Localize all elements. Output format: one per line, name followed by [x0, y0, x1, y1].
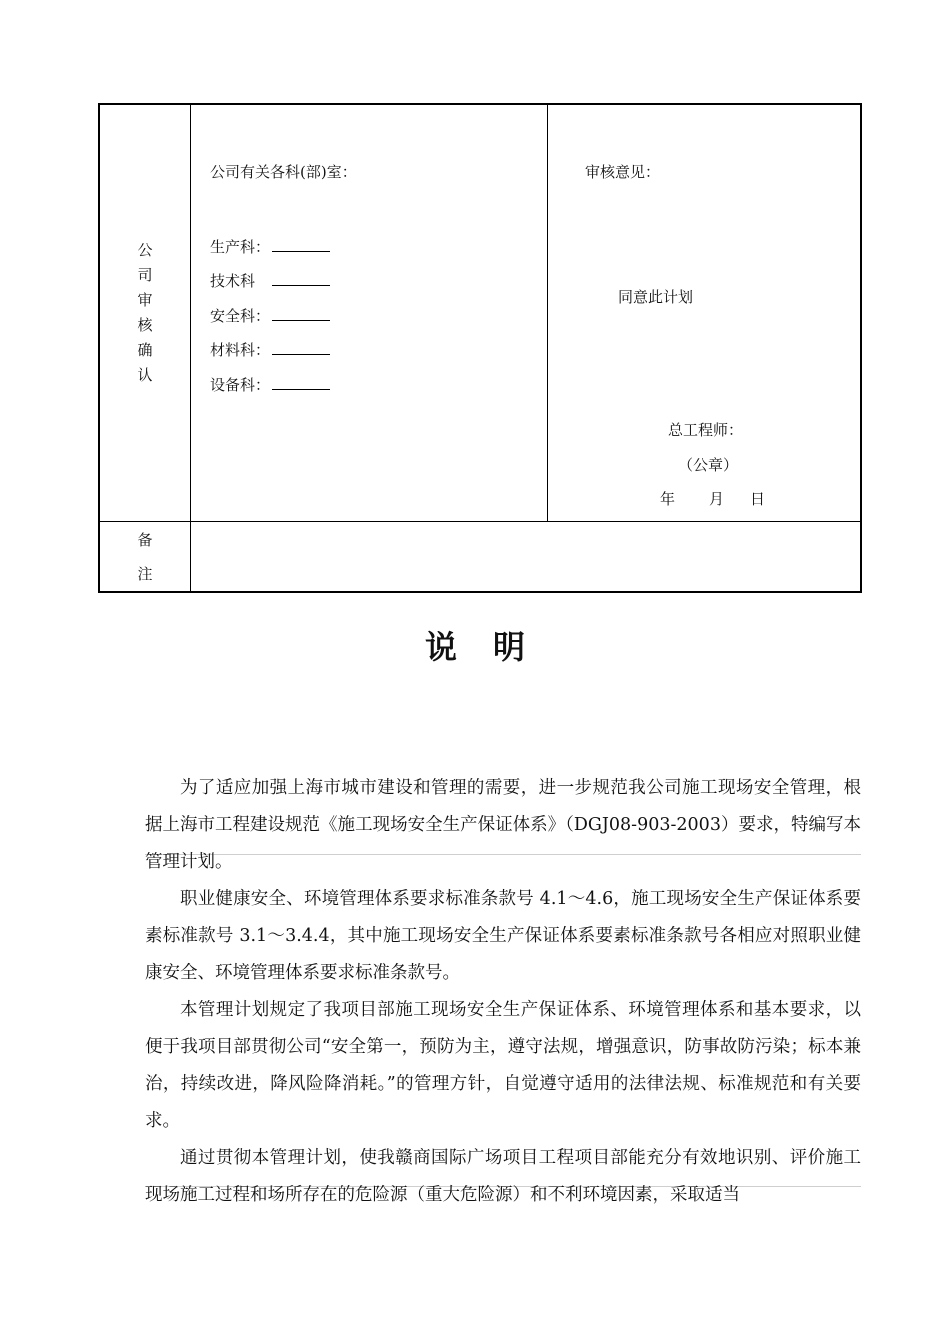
dept-production: 生产科： [210, 236, 330, 257]
column-divider [190, 105, 191, 591]
paragraph: 本管理计划规定了我项目部施工现场安全生产保证体系、环境管理体系和基本要求，以便于我项目部贯彻公司“安全第一，预防为主，遵守法规，增强意识，防事故防污染；标本兼治，持续改进，降风险降消耗。”的管理方针，自觉遵守适用的法律法规、标准规范和有关要求。 [145, 1000, 861, 1131]
dept-safety: 安全科： [210, 305, 330, 326]
signature-line[interactable] [272, 306, 330, 321]
review-opinion: 同意此计划 [618, 288, 694, 306]
dept-materials: 材料科： [210, 339, 330, 360]
review-heading: 审核意见： [585, 163, 661, 181]
signature-line[interactable] [272, 271, 330, 286]
paragraph: 通过贯彻本管理计划，使我赣商国际广场项目工程项目部能充分有效地识别、评价施工现场施工过程和场所存在的危险源（重大危险源）和不利环境因素，采取适当 [145, 1148, 861, 1205]
section-label: 公 司 审 核 确 认 [137, 241, 153, 384]
signature-line[interactable] [272, 340, 330, 355]
paragraph: 为了适应加强上海市城市建设和管理的需要，进一步规范我公司施工现场安全管理，根据上海市工程建设规范《施工现场安全生产保证体系》（DGJ08-903-2003）要求，特编写本管理计划。 [145, 778, 861, 872]
body-text [145, 770, 861, 1214]
chief-engineer-label: 总工程师： [668, 421, 744, 439]
remarks-label: 备 注 [137, 531, 153, 583]
remarks-field[interactable] [192, 523, 858, 589]
company-seal-label: （公章） [678, 456, 739, 474]
dept-heading: 公司有关各科(部)室： [210, 163, 357, 181]
signature-line[interactable] [272, 375, 330, 390]
row-divider [100, 521, 860, 522]
dept-equipment: 设备科： [210, 374, 330, 395]
page-title: 说明 [424, 628, 561, 666]
date-month: 月 [709, 490, 725, 508]
column-divider [547, 105, 548, 521]
review-form-table [98, 103, 862, 593]
date-year: 年 [660, 490, 676, 508]
date-day: 日 [750, 490, 766, 508]
date-field [660, 488, 765, 509]
signature-line[interactable] [272, 237, 330, 252]
dept-technical: 技术科 [210, 270, 330, 291]
paragraph: 职业健康安全、环境管理体系要求标准条款号 4.1～4.6，施工现场安全生产保证体系要素标准款号 3.1～3.4.4，其中施工现场安全生产保证体系要素标准条款号各相应对照职业健康安全、环境管理体系要求标准条款号。 [145, 889, 861, 983]
